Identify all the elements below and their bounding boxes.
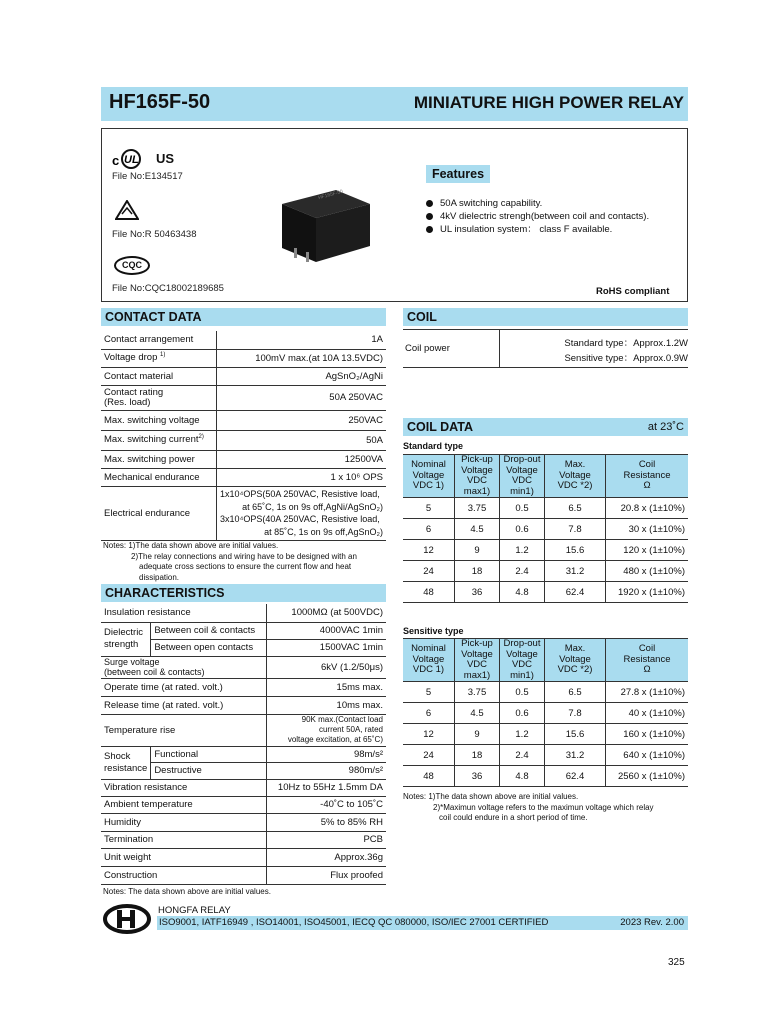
table-row: Electrical endurance 1x10⁴OPS(50A 250VAC, Resistive load, at 65˚C, 1s on 9s off,AgNi/AgSnO₂) 3x10⁴OPS(40A 250VAC, Resistive load, at 85˚C, 1s on 9s off,AgSnO₂) [101, 486, 386, 540]
table-row: 12 9 1.2 15.6 120 x (1±10%) [403, 540, 688, 561]
hongfa-logo-icon [103, 904, 151, 934]
bullet-icon [426, 226, 433, 233]
feature-item: 4kV dielectric strengh(between coil and contacts). [426, 210, 649, 223]
model-number: HF165F-50 [109, 91, 211, 113]
coil-data-temp: at 23˚C [647, 421, 684, 433]
table-row: Construction Flux proofed [101, 866, 386, 884]
page-number: 325 [668, 957, 685, 968]
contact-data-title: CONTACT DATA [101, 308, 386, 326]
product-title: MINIATURE HIGH POWER RELAY [413, 93, 684, 112]
feature-item: 50A switching capability. [426, 197, 649, 210]
cqc-label: CQC [122, 260, 142, 270]
table-row: Humidity 5% to 85% RH [101, 813, 386, 831]
table-row: Insulation resistance 1000MΩ (at 500VDC) [101, 604, 386, 622]
table-row: 24 18 2.4 31.2 480 x (1±10%) [403, 561, 688, 582]
tuv-file-no: File No:R 50463438 [112, 229, 197, 240]
table-row: Destructive 980m/s² [101, 762, 386, 779]
standard-coil-table [403, 454, 688, 603]
coil-power-standard: Standard type：Approx.1.2W [564, 338, 688, 349]
table-row: 5 3.75 0.5 6.5 20.8 x (1±10%) [403, 498, 688, 519]
table-row: Operate time (at rated. volt.) 15ms max. [101, 678, 386, 696]
footer-certifications: ISO9001, IATF16949 , ISO14001, ISO45001, IECQ QC 080000, ISO/IEC 27001 CERTIFIED [159, 917, 549, 928]
title-bar [101, 87, 688, 121]
cqc-file-no: File No:CQC18002189685 [112, 283, 224, 294]
footer-cert-bar [157, 916, 688, 930]
table-row: 48 36 4.8 62.4 2560 x (1±10%) [403, 766, 688, 787]
svg-text:c: c [112, 153, 120, 168]
table-row: Max. switching current$^{2)}$ 50A [101, 430, 386, 450]
sensitive-type-label: Sensitive type [403, 626, 464, 636]
rohs-label: RoHS compliant [596, 286, 670, 297]
characteristics-notes: Notes: The data shown above are initial values. [103, 887, 271, 896]
ul-us-label: US [156, 151, 175, 166]
sensitive-coil-table [403, 638, 688, 787]
characteristics-title: CHARACTERISTICS [101, 584, 386, 602]
relay-print: HF165F-50 [317, 188, 344, 202]
ul-logo-icon [112, 148, 156, 170]
table-row: Temperature rise 90K max.(Contact load current 50A, rated voltage excitation, at 65˚C) [101, 714, 386, 746]
coil-data-title: COIL DATA at 23˚C [403, 418, 688, 436]
table-row: 12 9 1.2 15.6 160 x (1±10%) [403, 724, 688, 745]
standard-type-label: Standard type [403, 441, 464, 451]
company-name: HONGFA RELAY [158, 905, 231, 916]
coil-title: COIL [403, 308, 688, 326]
table-row: Contact material AgSnO₂/AgNi [101, 367, 386, 385]
coil-power-sensitive: Sensitive type：Approx.0.9W [564, 353, 688, 364]
table-row: Dielectric strength Between coil & contacts 4000VAC 1min [101, 622, 386, 639]
table-row: 6 4.5 0.6 7.8 30 x (1±10%) [403, 519, 688, 540]
table-row: Contact rating (Res. load) 50A 250VAC [101, 385, 386, 410]
cqc-logo-icon [114, 256, 150, 275]
contact-data-table [101, 331, 386, 541]
table-row: Max. switching power 12500VA [101, 450, 386, 468]
table-row: Vibration resistance 10Hz to 55Hz 1.5mm DA [101, 779, 386, 796]
relay-image [276, 182, 374, 268]
table-row: Unit weight Approx.36g [101, 848, 386, 866]
table-row: Voltage drop $^{1)}$ 100mV max.(at 10A 13.5VDC) [101, 349, 386, 367]
features-title: Features [426, 165, 490, 183]
table-row: Max. switching voltage 250VAC [101, 410, 386, 430]
table-header-row: Nominal Voltage VDC 1) Pick-up Voltage VDC max1) Drop-out Voltage VDC min1) Max. Voltage VDC *2) Coil Resistance Ω [403, 455, 688, 498]
table-row: Termination PCB [101, 831, 386, 848]
table-row: Contact arrangement 1A [101, 331, 386, 349]
characteristics-table [101, 604, 386, 885]
table-row: 24 18 2.4 31.2 640 x (1±10%) [403, 745, 688, 766]
table-row: Mechanical endurance 1 x 10⁶ OPS [101, 468, 386, 486]
ul-mark [112, 148, 182, 170]
coil-power-label: Coil power [405, 343, 450, 354]
ul-file-no: File No:E134517 [112, 171, 183, 182]
table-row: 5 3.75 0.5 6.5 27.8 x (1±10%) [403, 682, 688, 703]
feature-item: UL insulation system： class F available. [426, 223, 649, 236]
bullet-icon [426, 200, 433, 207]
table-row: Ambient temperature -40˚C to 105˚C [101, 796, 386, 813]
footer-revision: 2023 Rev. 2.00 [620, 917, 684, 928]
table-row: Between open contacts 1500VAC 1min [101, 639, 386, 656]
features-list [426, 197, 649, 236]
table-row: Release time (at rated. volt.) 10ms max. [101, 696, 386, 714]
coil-power-box [403, 329, 688, 368]
contact-notes: Notes: 1)The data shown above are initial values. 2)The relay connections and wiring have to be designed with an adequate cross sections to ensure the current flow and heat dissipation. [103, 541, 357, 582]
table-row: 48 36 4.8 62.4 1920 x (1±10%) [403, 582, 688, 603]
table-row: Surge voltage (between coil & contacts) 6kV (1.2/50μs) [101, 656, 386, 678]
table-row: 6 4.5 0.6 7.8 40 x (1±10%) [403, 703, 688, 724]
bullet-icon [426, 213, 433, 220]
table-header-row: Nominal Voltage VDC 1) Pick-up Voltage VDC max1) Drop-out Voltage VDC min1) Max. Voltage VDC *2) Coil Resistance Ω [403, 639, 688, 682]
table-row: Shock resistance Functional 98m/s² [101, 746, 386, 762]
svg-text:UL: UL [124, 154, 139, 166]
coil-notes: Notes: 1)The data shown above are initial values. 2)*Maximun voltage refers to the maximun voltage which relay coil could endure in a short period of time. [403, 792, 654, 822]
tuv-triangle-icon [115, 200, 139, 220]
